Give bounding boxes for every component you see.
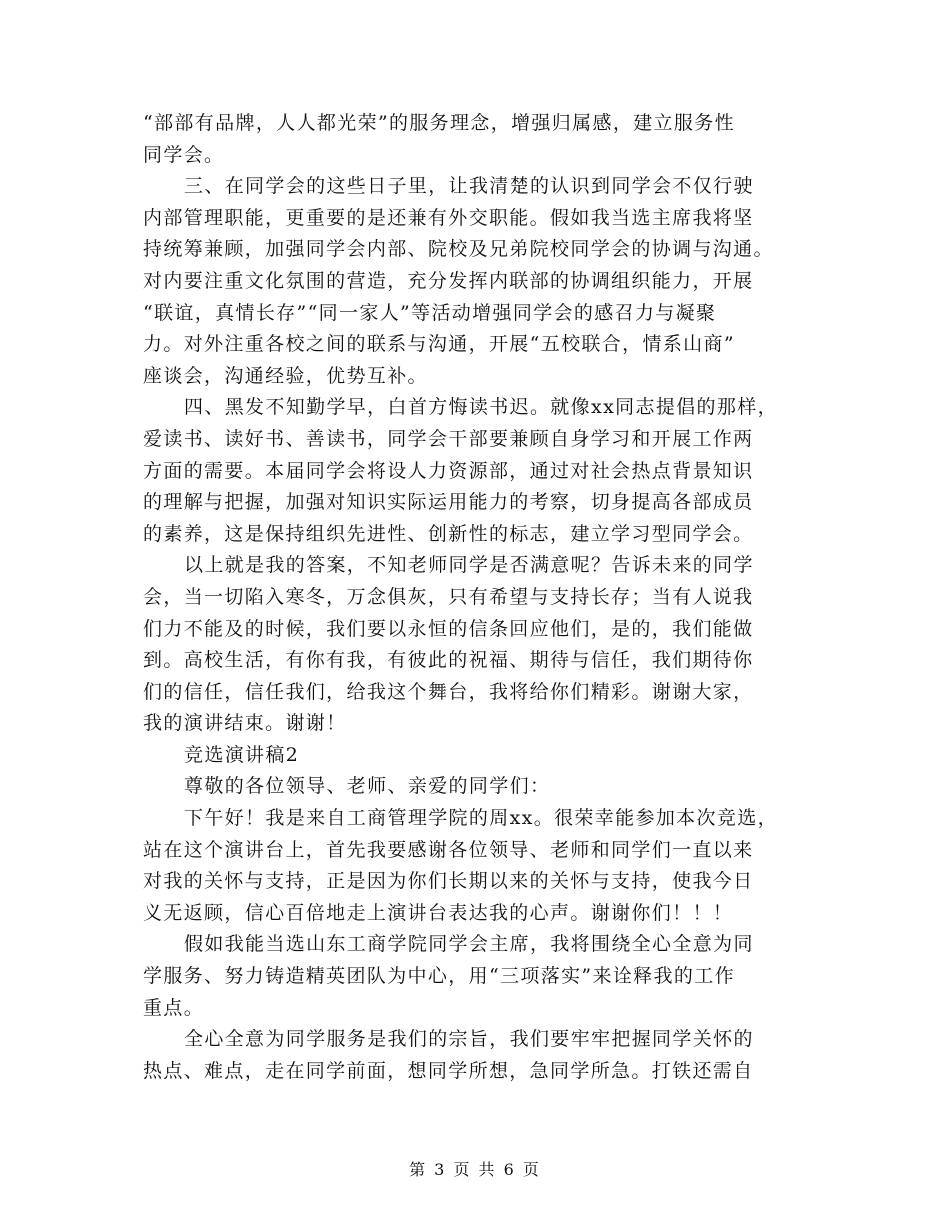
page-label-prefix: 第 — [409, 1160, 428, 1179]
body-line: 热点、难点，走在同学前面，想同学所想，急同学所急。打铁还需自 — [143, 1059, 754, 1082]
page-label-suffix: 页 — [522, 1160, 541, 1179]
body-line: 力。对外注重各校之间的联系与沟通，开展“五校联合，情系山商” — [143, 333, 735, 356]
paragraph-start-line: 三、在同学会的这些日子里，让我清楚的认识到同学会不仅行驶 — [184, 175, 754, 198]
section-heading: 竞选演讲稿2 — [184, 743, 300, 766]
total-page-count: 6 — [503, 1160, 516, 1179]
paragraph-start-line: 全心全意为同学服务是我们的宗旨，我们要牢牢把握同学关怀的 — [184, 1028, 754, 1051]
body-line: 义无返顾，信心百倍地走上演讲台表达我的心声。谢谢你们！！！ — [143, 901, 734, 924]
body-line: 持统筹兼顾，加强同学会内部、院校及兄弟院校同学会的协调与沟通。 — [143, 238, 774, 261]
paragraph-start-line: 假如我能当选山东工商学院同学会主席，我将围绕全心全意为同 — [184, 933, 754, 956]
body-line: 站在这个演讲台上，首先我要感谢各位领导、老师和同学们一直以来 — [143, 838, 754, 861]
paragraph-start-line: 四、黑发不知勤学早，白首方悔读书迟。就像xx同志提倡的那样， — [184, 396, 778, 419]
body-line: 对内要注重文化氛围的营造，充分发挥内联部的协调组织能力，开展 — [143, 269, 754, 292]
current-page-number: 3 — [434, 1160, 447, 1179]
document-body — [143, 108, 823, 1087]
page-number-footer — [0, 1157, 950, 1180]
body-line: “部部有品牌，人人都光荣”的服务理念，增强归属感，建立服务性 — [143, 112, 735, 134]
body-line: 爱读书、读好书、善读书，同学会干部要兼顾自身学习和开展工作两 — [143, 427, 754, 450]
paragraph-start-line: 以上就是我的答案，不知老师同学是否满意呢？告诉未来的同学 — [184, 554, 754, 577]
body-line: 们的信任，信任我们，给我这个舞台，我将给你们精彩。谢谢大家， — [143, 680, 754, 703]
body-line: 到。高校生活，有你有我，有彼此的祝福、期待与信任，我们期待你 — [143, 649, 754, 672]
salutation-line: 尊敬的各位领导、老师、亲爱的同学们： — [184, 775, 551, 798]
body-line: 重点。 — [143, 996, 205, 1019]
body-line: 的理解与把握，加强对知识实际运用能力的考察，切身提高各部成员 — [143, 491, 754, 514]
body-line: 学服务、努力铸造精英团队为中心，用“三项落实”来诠释我的工作 — [143, 965, 735, 988]
body-line: 我的演讲结束。谢谢！ — [143, 712, 347, 735]
body-line: “联谊，真情长存”“同一家人”等活动增强同学会的感召力与凝聚 — [143, 301, 717, 324]
body-line: 会，当一切陷入寒冬，万念俱灰，只有希望与支持长存；当有人说我 — [143, 585, 754, 608]
body-line: 内部管理职能，更重要的是还兼有外交职能。假如我当选主席我将坚 — [143, 206, 754, 229]
paragraph-start-line: 下午好！我是来自工商管理学院的周xx。很荣幸能参加本次竞选， — [184, 807, 778, 830]
page-label-mid: 页 共 — [453, 1160, 497, 1179]
body-line: 对我的关怀与支持，正是因为你们长期以来的关怀与支持，使我今日 — [143, 870, 754, 893]
body-line: 同学会。 — [143, 143, 225, 166]
body-line: 的素养，这是保持组织先进性、创新性的标志，建立学习型同学会。 — [143, 522, 754, 545]
body-line: 们力不能及的时候，我们要以永恒的信条回应他们，是的，我们能做 — [143, 617, 754, 640]
body-line: 方面的需要。本届同学会将设人力资源部，通过对社会热点背景知识 — [143, 459, 754, 482]
body-line: 座谈会，沟通经验，优势互补。 — [143, 364, 428, 387]
